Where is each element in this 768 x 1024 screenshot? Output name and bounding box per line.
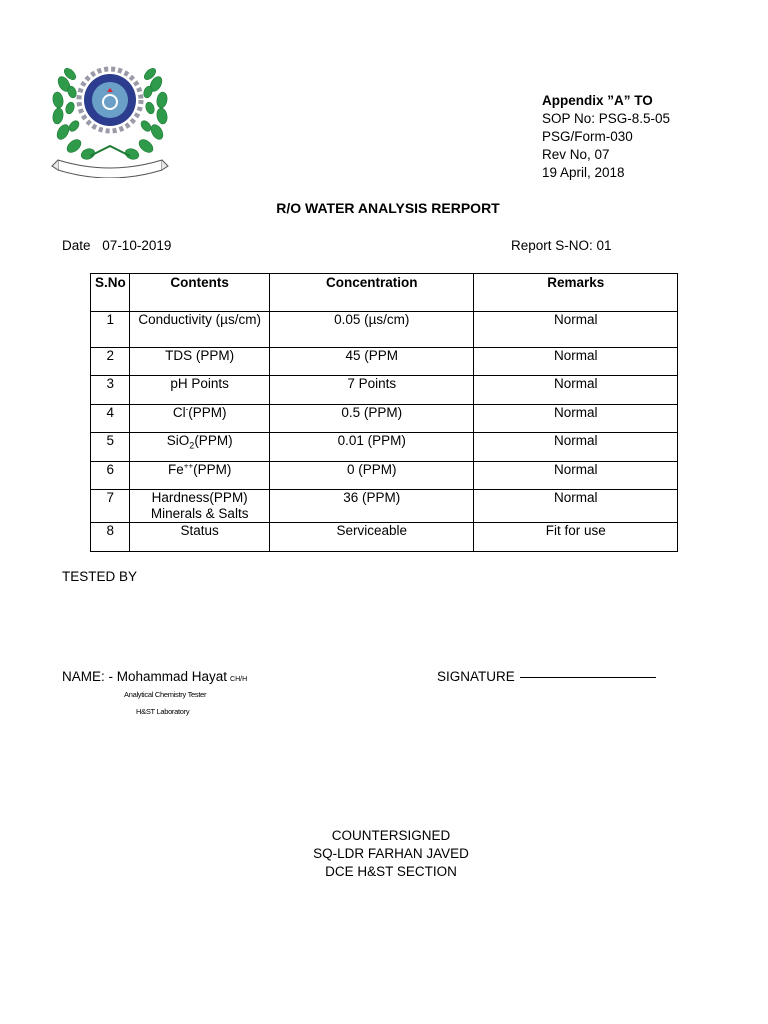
wreath-emblem-icon: [50, 54, 170, 178]
cell-content: [130, 490, 270, 523]
appendix-heading: Appendix ”A” TO: [542, 93, 653, 108]
cell-content: [130, 433, 270, 462]
tester-name: [62, 669, 247, 684]
tested-by-label: TESTED BY: [62, 569, 138, 584]
tester-designation: Analytical Chemistry Tester: [124, 690, 207, 699]
cell-content: Status: [130, 523, 270, 552]
cell-concentration: 0.05 (µs/cm): [269, 312, 474, 348]
countersigned-block: [0, 827, 768, 881]
cell-concentration: 45 (PPM: [269, 348, 474, 376]
laboratory-name: H&ST Laboratory: [136, 707, 190, 716]
signature-line: [520, 677, 656, 678]
appendix-block: [542, 92, 670, 182]
table-row: [91, 312, 678, 348]
content-text: SiO: [166, 433, 190, 448]
cell-sno: 3: [91, 376, 130, 405]
countersigned-label: COUNTERSIGNED: [331, 828, 451, 843]
cell-sno: 7: [91, 490, 130, 523]
table-row: [91, 433, 678, 462]
organization-emblem: [50, 54, 170, 178]
table-header-row: [91, 274, 678, 312]
cell-remark: Normal: [474, 348, 678, 376]
header-sno: S.No: [91, 274, 130, 312]
table-row: [91, 348, 678, 376]
superscript: ++: [183, 461, 194, 471]
report-title: R/O WATER ANALYSIS RERPORT: [276, 200, 500, 216]
table-row: [91, 490, 678, 523]
cell-remark: Normal: [474, 490, 678, 523]
report-number: Report S-NO: 01: [511, 238, 612, 253]
cell-remark: Normal: [474, 433, 678, 462]
cell-sno: 8: [91, 523, 130, 552]
cell-sno: 1: [91, 312, 130, 348]
content-unit: (PPM): [194, 433, 233, 448]
sop-number: SOP No: PSG-8.5-05: [542, 111, 671, 126]
date-label: Date: [62, 238, 91, 253]
tester-name-suffix: CH/H: [230, 676, 248, 683]
revision-date: 19 April, 2018: [542, 165, 625, 180]
cell-remark: Normal: [474, 405, 678, 433]
table-row: [91, 523, 678, 552]
table-row: [91, 376, 678, 405]
content-text: Hardness(PPM): [151, 490, 248, 505]
cell-concentration: 36 (PPM): [269, 490, 474, 523]
subscript: 2: [189, 440, 195, 451]
cell-content: Conductivity (µs/cm): [130, 312, 270, 348]
cell-remark: Normal: [474, 376, 678, 405]
header-concentration: Concentration: [269, 274, 474, 312]
cell-content: TDS (PPM): [130, 348, 270, 376]
cell-concentration: 7 Points: [269, 376, 474, 405]
cell-sno: 5: [91, 433, 130, 462]
header-contents: Contents: [130, 274, 270, 312]
cell-concentration: 0 (PPM): [269, 462, 474, 490]
content-unit: (PPM): [188, 405, 227, 420]
cell-concentration: Serviceable: [269, 523, 474, 552]
cell-sno: 6: [91, 462, 130, 490]
cell-content: pH Points: [130, 376, 270, 405]
signature-label: SIGNATURE: [437, 669, 515, 684]
countersigner-name: SQ-LDR FARHAN JAVED: [313, 846, 469, 861]
superscript: -: [185, 404, 189, 414]
cell-sno: 4: [91, 405, 130, 433]
cell-remark: Fit for use: [474, 523, 678, 552]
content-unit: (PPM): [193, 462, 232, 477]
cell-concentration: 0.01 (PPM): [269, 433, 474, 462]
cell-remark: Normal: [474, 312, 678, 348]
cell-sno: 2: [91, 348, 130, 376]
signature-field: [437, 669, 656, 684]
date-field: [62, 238, 171, 253]
content-subtext: Minerals & Salts: [150, 506, 249, 521]
revision-number: Rev No, 07: [542, 147, 610, 162]
cell-remark: Normal: [474, 462, 678, 490]
cell-content: [130, 462, 270, 490]
form-number: PSG/Form-030: [542, 129, 633, 144]
table-row: [91, 405, 678, 433]
table-row: [91, 462, 678, 490]
content-text: Fe: [168, 462, 184, 477]
countersigner-section: DCE H&ST SECTION: [325, 864, 457, 879]
date-value: 07-10-2019: [102, 238, 172, 253]
header-remarks: Remarks: [474, 274, 678, 312]
analysis-table: [90, 273, 678, 552]
tester-name-text: NAME: - Mohammad Hayat: [62, 669, 228, 684]
cell-concentration: 0.5 (PPM): [269, 405, 474, 433]
content-text: Cl: [172, 405, 186, 420]
cell-content: [130, 405, 270, 433]
